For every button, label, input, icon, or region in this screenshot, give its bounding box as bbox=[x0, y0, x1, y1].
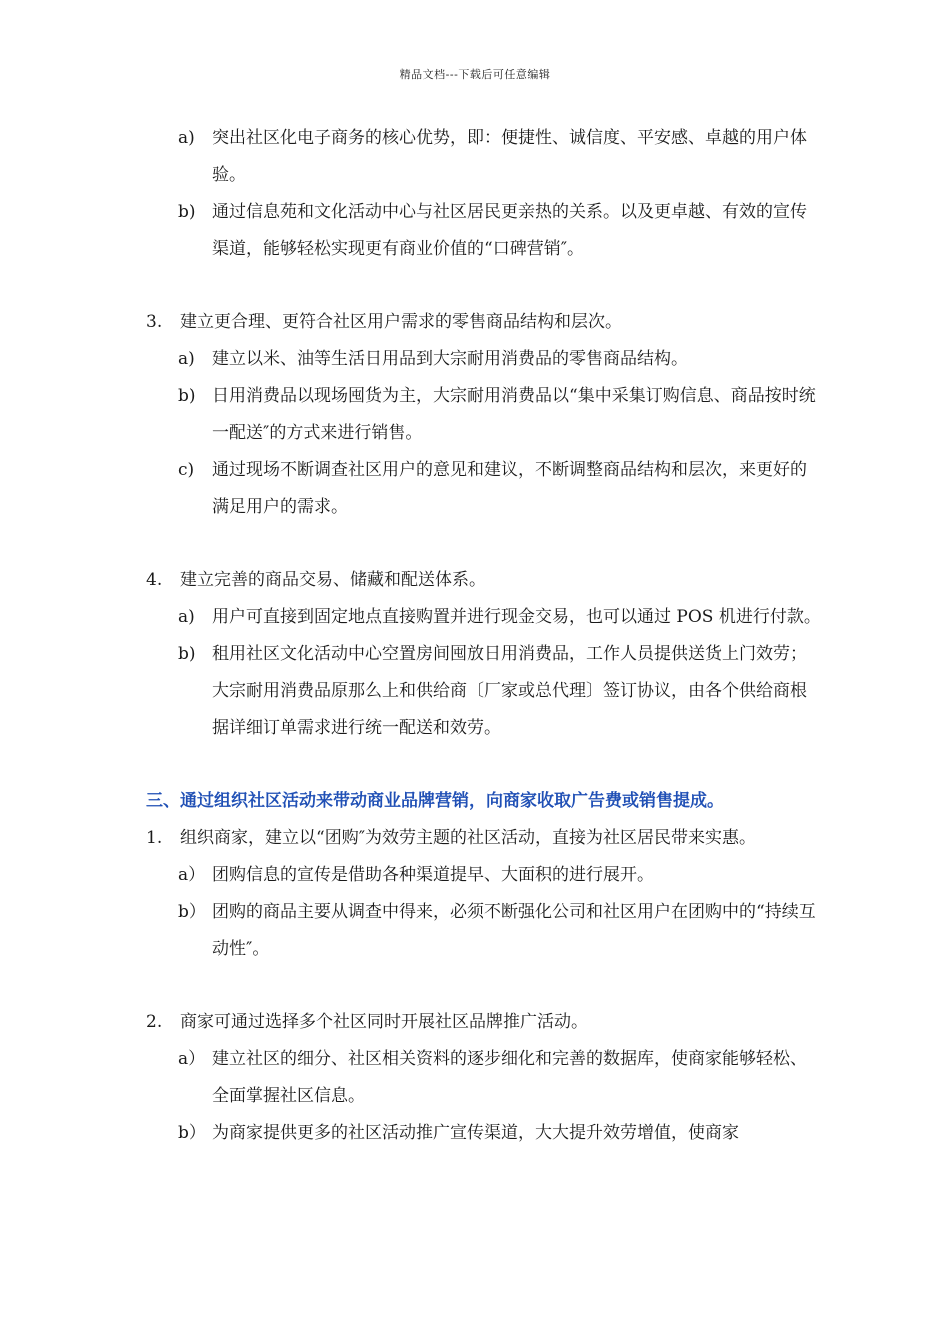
list-marker: 3. bbox=[146, 312, 163, 332]
list-marker: b) bbox=[178, 386, 196, 406]
list-marker: 4. bbox=[146, 570, 163, 590]
list-marker: a） bbox=[178, 865, 206, 885]
list-item bbox=[0, 1041, 822, 1115]
list-item bbox=[0, 341, 822, 378]
list-item-text: 为商家提供更多的社区活动推广宣传渠道，大大提升效劳增值，使商家 bbox=[212, 1123, 739, 1143]
list-item bbox=[0, 599, 822, 636]
list-item-text: 通过现场不断调查社区用户的意见和建议，不断调整商品结构和层次，来更好的满足用户的需求。 bbox=[212, 460, 807, 517]
list-item-text: 建立完善的商品交易、储藏和配送体系。 bbox=[180, 570, 486, 590]
list-item bbox=[0, 636, 822, 747]
list-item-text: 建立以米、油等生活日用品到大宗耐用消费品的零售商品结构。 bbox=[212, 349, 688, 369]
paragraph-gap bbox=[0, 968, 950, 1004]
list-marker: a) bbox=[178, 349, 195, 369]
list-item bbox=[0, 1115, 822, 1152]
list-item-text: 租用社区文化活动中心空置房间囤放日用消费品，工作人员提供送货上门效劳；大宗耐用消费品原那么上和供给商〔厂家或总代理〕签订协议，由各个供给商根据详细订单需求进行统一配送和效劳。 bbox=[212, 644, 807, 738]
list-marker: a） bbox=[178, 1049, 206, 1069]
list-marker: a) bbox=[178, 607, 195, 627]
list-item-text: 商家可通过选择多个社区同时开展社区品牌推广活动。 bbox=[180, 1012, 588, 1032]
list-marker: b） bbox=[178, 1123, 206, 1143]
list-marker: 2. bbox=[146, 1012, 163, 1032]
list-item bbox=[0, 820, 820, 857]
list-marker: c) bbox=[178, 460, 195, 480]
list-item bbox=[0, 120, 822, 194]
list-item-text: 通过信息苑和文化活动中心与社区居民更亲热的关系。以及更卓越、有效的宣传渠道，能够轻松实现更有商业价值的“口碑营销″。 bbox=[212, 202, 807, 259]
list-item bbox=[0, 452, 822, 526]
list-item-text: 建立社区的细分、社区相关资料的逐步细化和完善的数据库，使商家能够轻松、全面掌握社区信息。 bbox=[212, 1049, 807, 1106]
paragraph-gap bbox=[0, 526, 950, 562]
list-marker: b) bbox=[178, 202, 196, 222]
list-item bbox=[0, 304, 820, 341]
document-body bbox=[0, 120, 950, 1152]
paragraph-gap bbox=[0, 268, 950, 304]
section-heading: 三、通过组织社区活动来带动商业品牌营销，向商家收取广告费或销售提成。 bbox=[146, 791, 724, 811]
list-item bbox=[0, 1004, 820, 1041]
list-marker: b） bbox=[178, 902, 206, 922]
list-item bbox=[0, 894, 822, 968]
paragraph-gap bbox=[0, 747, 950, 783]
list-marker: a) bbox=[178, 128, 195, 148]
list-item-text: 用户可直接到固定地点直接购置并进行现金交易，也可以通过 POS 机进行付款。 bbox=[212, 607, 821, 627]
list-item-text: 日用消费品以现场囤货为主，大宗耐用消费品以“集中采集订购信息、商品按时统一配送″的方式来进行销售。 bbox=[212, 386, 816, 443]
page-header: 精品文档---下载后可任意编辑 bbox=[399, 68, 551, 81]
list-item-text: 突出社区化电子商务的核心优势，即：便捷性、诚信度、平安感、卓越的用户体验。 bbox=[212, 128, 807, 185]
list-item-text: 组织商家，建立以“团购″为效劳主题的社区活动，直接为社区居民带来实惠。 bbox=[180, 828, 757, 848]
list-item bbox=[0, 857, 822, 894]
list-marker: b) bbox=[178, 644, 196, 664]
list-item bbox=[0, 194, 822, 268]
list-item bbox=[0, 562, 820, 599]
list-item bbox=[0, 378, 822, 452]
list-item-text: 建立更合理、更符合社区用户需求的零售商品结构和层次。 bbox=[180, 312, 622, 332]
list-item-text: 团购的商品主要从调查中得来，必须不断强化公司和社区用户在团购中的“持续互动性″。 bbox=[212, 902, 816, 959]
list-marker: 1. bbox=[146, 828, 163, 848]
list-item-text: 团购信息的宣传是借助各种渠道提早、大面积的进行展开。 bbox=[212, 865, 654, 885]
